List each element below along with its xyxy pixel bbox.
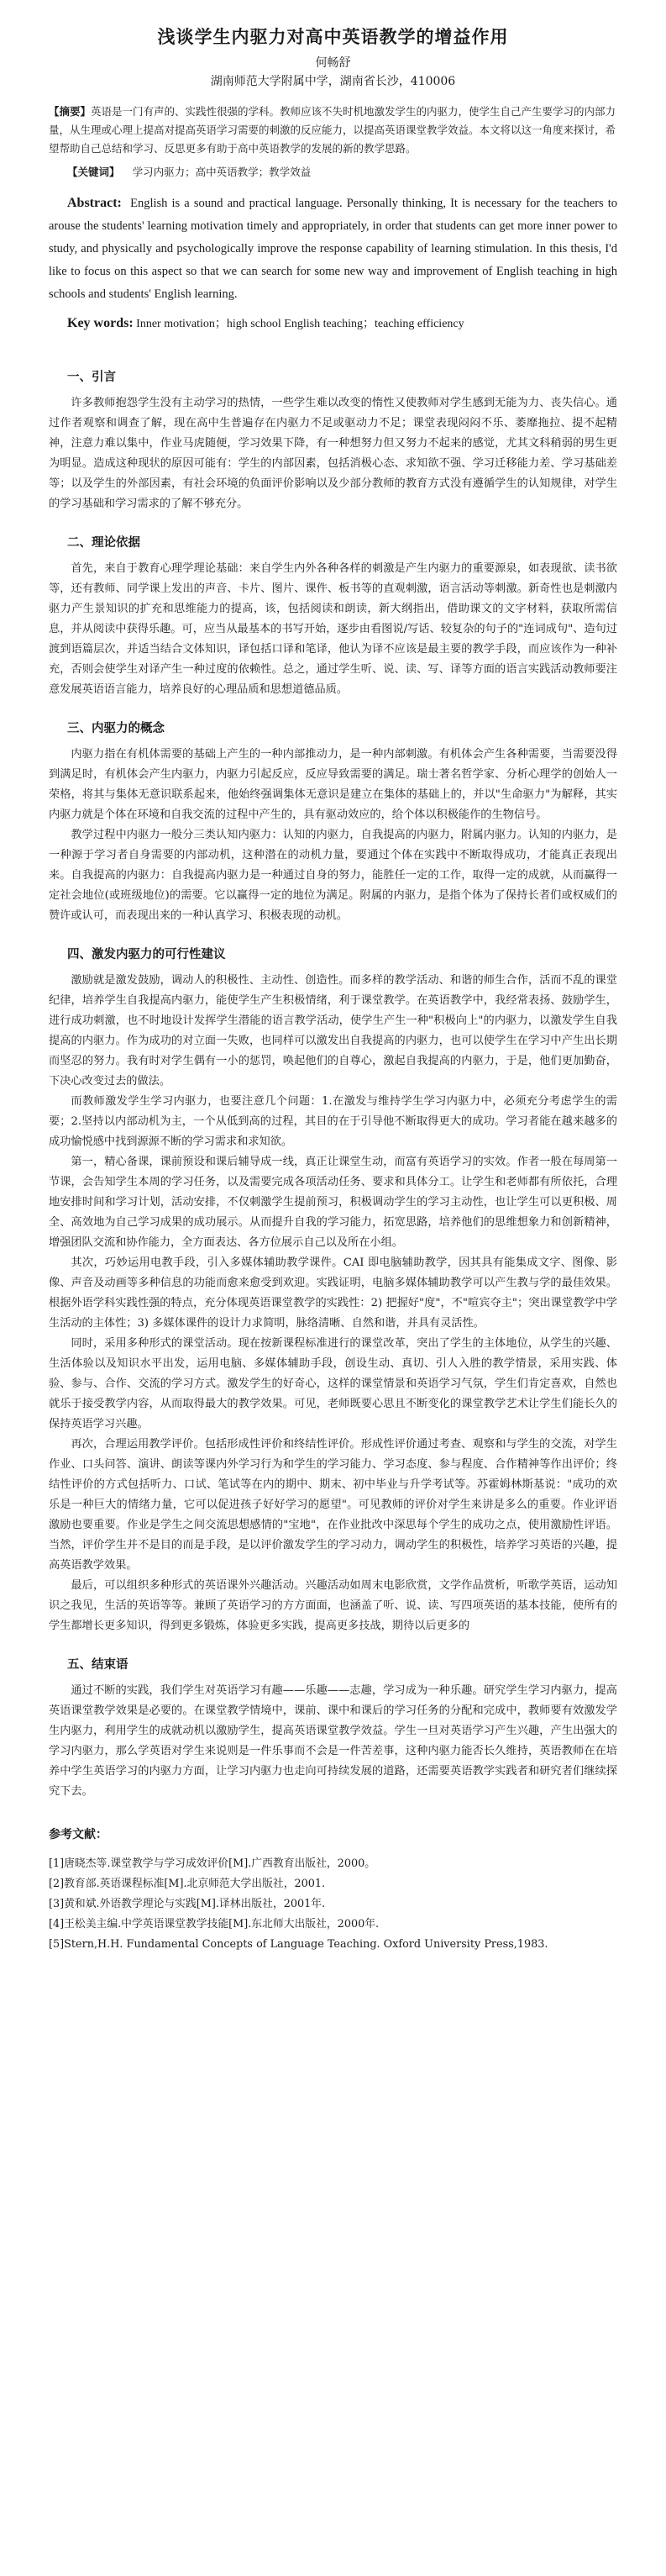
english-abstract-label: Abstract: xyxy=(67,196,122,210)
author-name: 何畅舒 xyxy=(315,56,351,70)
chinese-abstract-label: 【摘要】 xyxy=(49,105,92,118)
reference-item: [5]Stern,H.H. Fundamental Concepts of Language Teaching. Oxford University Press,1983. xyxy=(49,1938,548,1951)
reference-item: [4]王松美主编.中学英语课堂教学技能[M].东北师大出版社，2000年. xyxy=(49,1918,380,1931)
paragraph: 第一，精心备课，课前预设和课后辅导成一线，真正让课堂生动，而富有英语学习的实效。作者一般在每周第一节课，会告知学生本周的学习任务，以及需要完成各项活动任务、要求和具体分工。让学生和老师都有所依托，合理地安排时间和学习计划，活动安排，不仅刺激学生提前预习，积极调动学生的学习主动性，也让学生可以更积极、周全、高效地为自己学习成果的成功展示。从而提升自我的学习能力，拓宽思路，培养他们的思维想象力和创新精神，增强团队交流和协作能力，全方面表达、各方位展示自己以及所在小组。 xyxy=(49,1156,617,1249)
reference-item: [3]黄和斌.外语教学理论与实践[M].译林出版社，2001年. xyxy=(49,1898,326,1910)
section-heading: 五、结束语 xyxy=(67,1658,128,1672)
paper-title: 浅谈学生内驱力对高中英语教学的增益作用 xyxy=(157,27,509,47)
section-introduction xyxy=(49,367,617,514)
references-heading: 参考文献： xyxy=(49,1828,108,1841)
paragraph: 首先，来自于教育心理学理论基础：来自学生内外各种各样的刺激是产生内驱力的重要源泉，如表现欲、读书欲等，还有教师、同学课上发出的声音、卡片、图片、课件、板书等的直观刺激，语言活动等刺激。新奇性也是刺激内驱力产生景知识的扩充和思维能力的提高，该，包括阅读和朗读，新大纲指出，借助课文的文字材料，获取所需信息，并从阅读中获得乐趣。可，应当从最基本的书写开始，逐步由看图说/写话、较复杂的句子的"连词成句"、造句过渡到语篇层次，并适当结合文体知识，译包括口译和笔译，他认为译不应该是最主要的教学手段，而应该作为一种补充，否则会使学生对译产生一种过度的依赖性。总之，通过学生听、说、读、写、译等方面的语言实践活动教师要注意发展英语语言能力，培养良好的心理品质和思想道德品质。 xyxy=(49,562,617,696)
chinese-abstract-text: 英语是一门有声的、实践性很强的学科。教师应该不失时机地激发学生的内驱力，使学生自己产生要学习的内部力量，从生理或心理上提高对提高英语学习需要的刺激的反应能力，以提高英语课堂教学效益。本文将以这一角度来探讨，希望帮助自己总结和学习、反思更多有助于高中英语教学的发展的新的教学思路。 xyxy=(49,105,616,155)
paragraph: 通过不断的实践，我们学生对英语学习有趣——乐趣——志趣，学习成为一种乐趣。研究学生学习内驱力，提高英语课堂教学效果是必要的。在课堂教学情境中，课前、课中和课后的学习任务的分配和完成中，教师要有效激发学生内驱力，利用学生的成就动机以激励学生，提高英语课堂教学效益。学生一旦对英语学习产生兴趣，产生出强大的学习内驱力，那么学英语对学生来说则是一件乐事而不会是一件苦差事，这种内驱力能否长久维持，英语教师在在培养中学生英语学习的内驱力方面，让学习内驱力也走向可持续发展的道路，还需要英语教学实践者和研究者们继续探究下去。 xyxy=(49,1684,617,1798)
paragraph: 最后，可以组织多种形式的英语课外兴趣活动。兴趣活动如周末电影欣赏，文学作品赏析，听歌学英语，运动知识之我见，生活的英语等等。兼顾了英语学习的方方面面，也涵盖了听、说、读、写四项英语的基本技能，使所有的学生都增长更多知识，得到更多锻炼，体验更多实践，提高更多技战，期待以后更多的 xyxy=(49,1579,617,1632)
section-concept xyxy=(49,719,617,926)
section-heading: 四、激发内驱力的可行性建议 xyxy=(67,948,226,961)
chinese-abstract xyxy=(49,103,617,158)
english-keywords xyxy=(67,314,617,334)
section-suggestions xyxy=(49,945,617,1636)
reference-item: [1]唐晓杰等.课堂教学与学习成效评价[M].广西教育出版社，2000。 xyxy=(49,1857,376,1870)
author-affiliation: 湖南师范大学附属中学，湖南省长沙，410006 xyxy=(210,75,456,88)
english-abstract-text: English is a sound and practical language. Personally thinking, It is necessary for the teachers to arouse the students' learning motivation timely and appropriately, in order that students can get more inner power to study, and physically and psychologically improve the response capability of learning stimulation. In this thesis, I'd like to focus on this aspect so that we can search for some new way and improvement of English teaching in high schools and students' English learning. xyxy=(49,197,617,301)
paragraph: 同时，采用多种形式的课堂活动。现在按新课程标准进行的课堂改革，突出了学生的主体地位，从学生的兴趣、生活体验以及知识水平出发，运用电脑、多媒体辅助手段，创设生动、真切、引人入胜的教学情景，采用实践、体验、参与、合作、交流的学习方式。激发学生的好奇心，这样的课堂情景和英语学习气氛，学生们肯定喜欢，自然也就乐于接受教学内容，从而取得最大的教学效果。可见，老师既要心思且不断变化的课堂教学艺术让学生们能长久的保持英语学习兴趣。 xyxy=(49,1337,617,1430)
paragraph: 其次，巧妙运用电教手段，引入多媒体辅助教学课件。CAI 即电脑辅助教学，因其具有能集成文字、图像、影像、声音及动画等多种信息的功能而愈来愈受到欢迎。实践证明，电脑多媒体辅助教学可以产生教与学的最佳效果。根据外语学科实践性强的特点，充分体现英语课堂教学的实践性：2) 把握好"度"，不"喧宾夺主"；突出课堂教学中学生活动的主体性；3) 多媒体课件的设计力求简明，脉络清晰、自然和谐，并具有灵活性。 xyxy=(49,1256,617,1330)
paragraph: 激励就是激发鼓励，调动人的积极性、主动性、创造性。而多样的教学活动、和谐的师生合作，活而不乱的课堂纪律，培养学生自我提高内驱力，能使学生产生积极情绪，利于课堂教学。在英语教学中，我经常表扬、鼓励学生，进行成功刺激，也不时地设计发挥学生潜能的语言教学活动，使学生产生一种"积极向上"的内驱力，以激发学生自我提高的内驱力。作为成功的对立面一失败，也同样可以激发出自我提高的内驱力，也可以使学生在学习中产生出长期而坚忍的努力。我有时对学生偶有一小的惩罚，唤起他们的自尊心，激起自我提高的内驱力，于是，他们更加勤奋，下决心改变过去的做法。 xyxy=(49,974,617,1088)
chinese-keywords xyxy=(67,163,617,182)
paragraph: 内驱力指在有机体需要的基础上产生的一种内部推动力，是一种内部刺激。有机体会产生各种需要，当需要没得到满足时，有机体会产生内驱力，内驱力引起反应，反应导致需要的满足。瑞士著名哲学家、分析心理学的创始人一荣格，将其与集体无意识联系起来，他始终强调集体无意识是建立在集体的基础上的，并以"生命驱力"为解释，其实内驱力就是个体在环境和自我交流的过程中产生的，具有驱动效应的，给个体以积极能作的生物信号。 xyxy=(49,748,617,821)
english-abstract xyxy=(49,192,617,306)
section-conclusion xyxy=(49,1655,617,1802)
section-heading: 一、引言 xyxy=(67,371,116,384)
section-heading: 二、理论依据 xyxy=(67,536,140,550)
paragraph: 许多教师抱怨学生没有主动学习的热情，一些学生难以改变的惰性又使教师对学生感到无能为力、丧失信心。通过作者观察和调查了解，现在高中生普遍存在内驱力不足或驱动力不足；课堂表现闷闷不乐、萎靡拖拉、提不起精神，注意力难以集中，作业马虎随便，学习效果下降，有一种想努力但又努力不起来的感觉，尤其文科稍弱的男生更为明显。造成这种现状的原因可能有：学生的内部因素，包括消极心态、求知欲不强、学习迁移能力差、学习基础差等；以及学生的外部因素，有社会环境的负面评价影响以及少部分教师的教育方式没有遵循学生的认知规律，对学生的学习基础和学习需求的了解不够充分。 xyxy=(49,397,617,510)
paragraph: 再次，合理运用教学评价。包括形成性评价和终结性评价。形成性评价通过考查、观察和与学生的交流，对学生作业、口头问答、演讲、朗读等课内外学习行为和学生的学习能力、学习态度、参与程度、合作精神等作出评价；终结性评价的方式包括听力、口试、笔试等在内的期中、期末、初中毕业与升学考试等。苏霍姆林斯基说："成功的欢乐是一种巨大的情绪力量，它可以促进孩子好好学习的愿望"。可见教师的评价对学生来讲是多么的重要。作业评语激励也要重要。作业是学生之间交流思想感情的"宝地"，在作业批改中深思每个学生的成功之点，使用激励性评语。当然，评价学生并不是目的而是手段，是以评价激发学生的学习动力，调动学生的积极性，培养学习英语的兴趣，提高英语教学效果。 xyxy=(49,1438,617,1572)
chinese-keywords-text: 学习内驱力；高中英语教学；教学效益 xyxy=(132,166,312,178)
paragraph: 而教师激发学生学习内驱力，也要注意几个问题：1.在激发与维持学生学习内驱力中，必须充分考虑学生的需要；2.坚持以内部动机为主，一个从低到高的过程，其目的在于引导他不断取得更大的成功。学习者能在越来越多的成功愉悦感中找到源源不断的学习需求和求知欲。 xyxy=(49,1095,617,1148)
section-heading: 三、内驱力的概念 xyxy=(67,722,165,735)
paragraph: 教学过程中内驱力一般分三类认知内驱力：认知的内驱力，自我提高的内驱力，附属内驱力。认知的内驱力，是一种源于学习者自身需要的内部动机，这种潜在的动机力量，要通过个体在实践中不断取得成功，才能真正表现出来。自我提高的内驱力：自我提高内驱力是一种通过自身的努力，能胜任一定的工作，取得一定的成就，从而赢得一定社会地位(或班级地位)的需要。它以赢得一定的地位为满足。附属的内驱力，是指个体为了保持长者们或权威们的赞许或认可，而表现出来的一种认真学习、积极表现的动机。 xyxy=(49,829,617,922)
section-theory xyxy=(49,533,617,700)
chinese-keywords-label: 【关键词】 xyxy=(67,166,120,178)
english-keywords-label: Key words: xyxy=(67,316,134,330)
reference-item: [2]教育部.英语课程标准[M].北京师范大学出版社，2001. xyxy=(49,1878,326,1890)
english-keywords-text: Inner motivation；high school English teaching；teaching efficiency xyxy=(136,318,464,330)
